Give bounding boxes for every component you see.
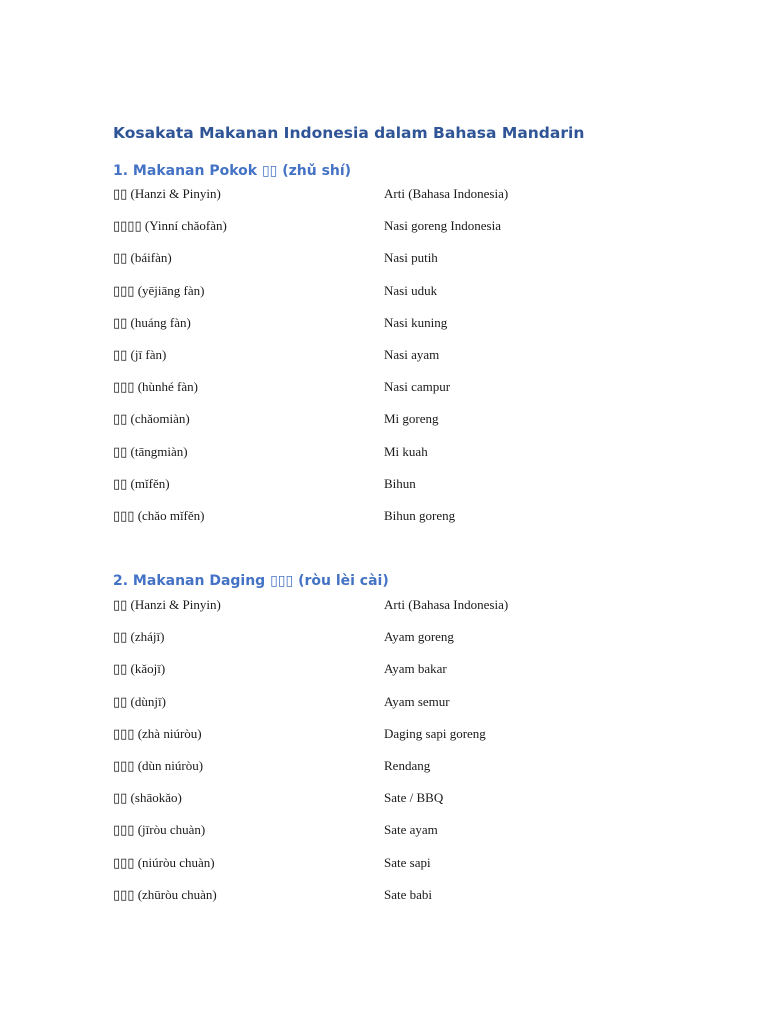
- header-meaning: Arti (Bahasa Indonesia): [384, 597, 509, 612]
- table-row: [113, 726, 673, 758]
- hanzi-pinyin-cell: ▯▯ (chǎomiàn): [113, 411, 190, 427]
- table-row: [113, 250, 673, 282]
- hanzi-pinyin-cell: ▯▯ (jī fàn): [113, 346, 167, 362]
- table-row: [113, 758, 673, 790]
- meaning-cell: Sate sapi: [384, 854, 431, 870]
- meaning-cell: Nasi goreng Indonesia: [384, 218, 501, 234]
- meaning-cell: Daging sapi goreng: [384, 725, 486, 741]
- table-header-row: [113, 597, 673, 629]
- hanzi-pinyin-cell: ▯▯ (zhájī): [113, 629, 165, 645]
- hanzi-pinyin-cell: ▯▯ (shāokǎo): [113, 790, 182, 806]
- hanzi-pinyin-cell: ▯▯ (tāngmiàn): [113, 443, 188, 459]
- meaning-cell: Ayam goreng: [384, 629, 454, 645]
- hanzi-pinyin-cell: ▯▯ (kǎojī): [113, 661, 166, 677]
- table-row: [113, 661, 673, 693]
- header-hanzi-pinyin: ▯▯ (Hanzi & Pinyin): [113, 597, 221, 612]
- meaning-cell: Bihun: [384, 475, 416, 491]
- hanzi-pinyin-cell: ▯▯▯ (yējiāng fàn): [113, 282, 205, 298]
- hanzi-pinyin-cell: ▯▯▯ (niúròu chuàn): [113, 854, 215, 870]
- header-meaning: Arti (Bahasa Indonesia): [384, 186, 509, 201]
- hanzi-pinyin-cell: ▯▯ (dùnjī): [113, 693, 166, 709]
- section-heading-staple-food: 1. Makanan Pokok ▯▯ (zhǔ shí): [113, 163, 352, 179]
- meaning-cell: Nasi uduk: [384, 282, 438, 298]
- hanzi-pinyin-cell: ▯▯ (báifàn): [113, 250, 172, 266]
- meaning-cell: Rendang: [384, 757, 431, 773]
- table-row: [113, 218, 673, 250]
- vocab-table-meat-dishes: [113, 597, 673, 919]
- meaning-cell: Mi kuah: [384, 443, 428, 459]
- hanzi-pinyin-cell: ▯▯▯ (chǎo mǐfěn): [113, 507, 205, 523]
- meaning-cell: Ayam bakar: [384, 661, 447, 677]
- table-row: [113, 283, 673, 315]
- header-hanzi-pinyin: ▯▯ (Hanzi & Pinyin): [113, 186, 221, 201]
- meaning-cell: Bihun goreng: [384, 507, 456, 523]
- table-row: [113, 694, 673, 726]
- document-title: Kosakata Makanan Indonesia dalam Bahasa Mandarin: [113, 124, 585, 142]
- section-heading-meat-dishes: 2. Makanan Daging ▯▯▯ (ròu lèi cài): [113, 573, 389, 589]
- hanzi-pinyin-cell: ▯▯▯ (dùn niúròu): [113, 757, 204, 773]
- meaning-cell: Mi goreng: [384, 411, 439, 427]
- meaning-cell: Nasi kuning: [384, 314, 448, 330]
- table-row: [113, 315, 673, 347]
- hanzi-pinyin-cell: ▯▯▯ (hùnhé fàn): [113, 379, 198, 395]
- hanzi-pinyin-cell: ▯▯▯ (zhà niúròu): [113, 725, 202, 741]
- table-row: [113, 887, 673, 919]
- hanzi-pinyin-cell: ▯▯▯ (zhūròu chuàn): [113, 886, 217, 902]
- meaning-cell: Sate babi: [384, 886, 433, 902]
- meaning-cell: Ayam semur: [384, 693, 450, 709]
- hanzi-pinyin-cell: ▯▯ (mǐfěn): [113, 475, 170, 491]
- table-row: [113, 444, 673, 476]
- table-row: [113, 476, 673, 508]
- table-row: [113, 855, 673, 887]
- meaning-cell: Sate / BBQ: [384, 790, 444, 806]
- table-row: [113, 347, 673, 379]
- table-row: [113, 790, 673, 822]
- meaning-cell: Nasi campur: [384, 379, 451, 395]
- table-row: [113, 508, 673, 540]
- hanzi-pinyin-cell: ▯▯▯▯ (Yinní chǎofàn): [113, 218, 227, 234]
- vocab-table-staple-food: [113, 186, 673, 540]
- hanzi-pinyin-cell: ▯▯▯ (jīròu chuàn): [113, 822, 206, 838]
- table-row: [113, 629, 673, 661]
- table-row: [113, 411, 673, 443]
- meaning-cell: Nasi putih: [384, 250, 438, 266]
- hanzi-pinyin-cell: ▯▯ (huáng fàn): [113, 314, 191, 330]
- table-row: [113, 822, 673, 854]
- table-row: [113, 379, 673, 411]
- table-header-row: [113, 186, 673, 218]
- meaning-cell: Sate ayam: [384, 822, 438, 838]
- meaning-cell: Nasi ayam: [384, 346, 440, 362]
